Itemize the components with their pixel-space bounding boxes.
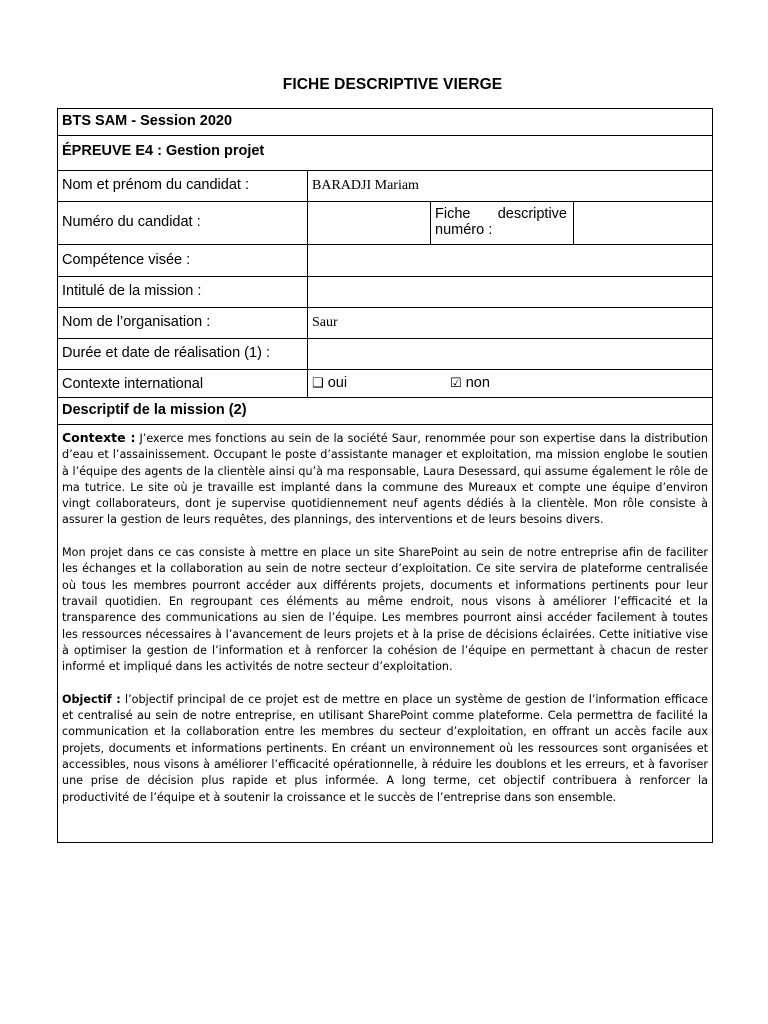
column-divider	[307, 171, 308, 201]
column-divider	[573, 202, 574, 244]
competence-row	[58, 245, 712, 277]
non-option[interactable]	[450, 375, 490, 391]
objectif-paragraph	[62, 692, 708, 806]
organisation-value[interactable]: Saur	[312, 315, 338, 330]
international-context-label: Contexte international	[62, 376, 204, 392]
oui-option[interactable]	[312, 375, 347, 391]
contexte-text: J’exerce mes fonctions au sein de la société Saur, renommée pour son expertise dans la distribution d’eau et l’assainissement. Occupant le poste d’assistante manager et exploitation, ma mission englobe le soutien à l’équipe des agents de la clientèle ainsi qu’à ma responsable, Laura Desessard, qui assume également le rôle de ma tutrice. Le site où je travaille est implanté dans la commune des Mureaux et compte une équipe d’environ vingt collaborateurs, dont je supervise quotidiennement neuf agents dédiés à la clientèle. Mon rôle consiste à assurer la gestion de leurs requêtes, des plannings, des interventions et de leurs besoins divers.	[62, 432, 708, 527]
objectif-text: l’objectif principal de ce projet est de mettre en place un système de gestion de l’information efficace et centralisé au sein de notre entreprise, en utilisant SharePoint comme plateforme. Cela permettra de facilité la communication et la collaboration entre les membres du secteur d’exploitation, en offrant un accès facile aux projets, documents et informations pertinents. En créant un environnement où les ressources sont organisées et accessibles, nous visons à améliorer l’efficacité opérationnelle, à réduire les doublons et les erreurs, et à favoriser une prise de décision plus rapide et plus informée. A long terme, cet objectif contribuera à renforcer la productivité de l’équipe et à soutenir la croissance et le succès de l’entreprise dans son ensemble.	[62, 692, 708, 804]
session-label: BTS SAM - Session 2020	[62, 113, 233, 129]
objectif-lead: Objectif :	[62, 692, 121, 706]
candidate-name-row	[58, 171, 712, 202]
candidate-number-label: Numéro du candidat :	[62, 214, 201, 230]
column-divider	[307, 339, 308, 369]
mission-title-row	[58, 277, 712, 308]
epreuve-label: ÉPREUVE E4 : Gestion projet	[62, 143, 265, 159]
contexte-lead: Contexte :	[62, 430, 136, 445]
non-label: non	[465, 375, 490, 391]
duration-row	[58, 339, 712, 370]
mission-title-label: Intitulé de la mission :	[62, 283, 202, 299]
descriptif-text	[62, 430, 708, 822]
descriptif-body	[58, 425, 712, 842]
candidate-number-row	[58, 202, 712, 245]
organisation-row	[58, 308, 712, 339]
contexte-paragraph	[62, 430, 708, 529]
epreuve-row	[58, 136, 712, 171]
column-divider	[307, 245, 308, 276]
duration-label: Durée et date de réalisation (1) :	[62, 345, 270, 361]
organisation-label: Nom de l’organisation :	[62, 314, 211, 330]
candidate-name-label: Nom et prénom du candidat :	[62, 177, 249, 193]
competence-label: Compétence visée :	[62, 252, 191, 268]
column-divider	[307, 202, 308, 244]
checked-box-icon[interactable]: ☑	[450, 376, 462, 391]
international-context-row	[58, 370, 712, 398]
candidate-name-value[interactable]: BARADJI Mariam	[312, 178, 419, 193]
projet-paragraph: Mon projet dans ce cas consiste à mettre en place un site SharePoint au sein de notre entreprise afin de faciliter les échanges et la collaboration au sein de notre secteur d’exploitation. Ce site servira de plateforme centralisée où tous les membres pourront accéder aux différents projets, documents et informations pertinents pour leur travail quotidien. En regroupant ces éléments au même endroit, nous visons à améliorer l’efficacité et la transparence des communications au sien de l’équipe. Les membres pourront ainsi accéder facilement à toutes les ressources nécessaires à l’avancement de leurs projets et à la prise de décisions éclairées. Cette initiative vise à optimiser la gestion de l’information et à renforcer la cohésion de l’équipe en permettant à chacun de rester informé et impliqué dans les activités de notre secteur d’exploitation.	[62, 546, 708, 674]
descriptif-heading: Descriptif de la mission (2)	[62, 402, 247, 418]
column-divider	[430, 202, 431, 244]
unchecked-box-icon[interactable]: ❑	[312, 376, 324, 391]
fiche-number-label-line1: Fiche descriptive	[435, 206, 567, 222]
column-divider	[307, 308, 308, 338]
document-title: FICHE DESCRIPTIVE VIERGE	[282, 76, 503, 93]
column-divider	[307, 277, 308, 307]
fiche-number-label-line2: numéro :	[435, 222, 493, 238]
oui-label: oui	[327, 375, 348, 391]
fiche-number-label	[435, 206, 567, 238]
descriptive-form	[57, 108, 713, 843]
session-row	[58, 109, 712, 136]
descriptif-heading-row	[58, 398, 712, 425]
column-divider	[307, 370, 308, 397]
